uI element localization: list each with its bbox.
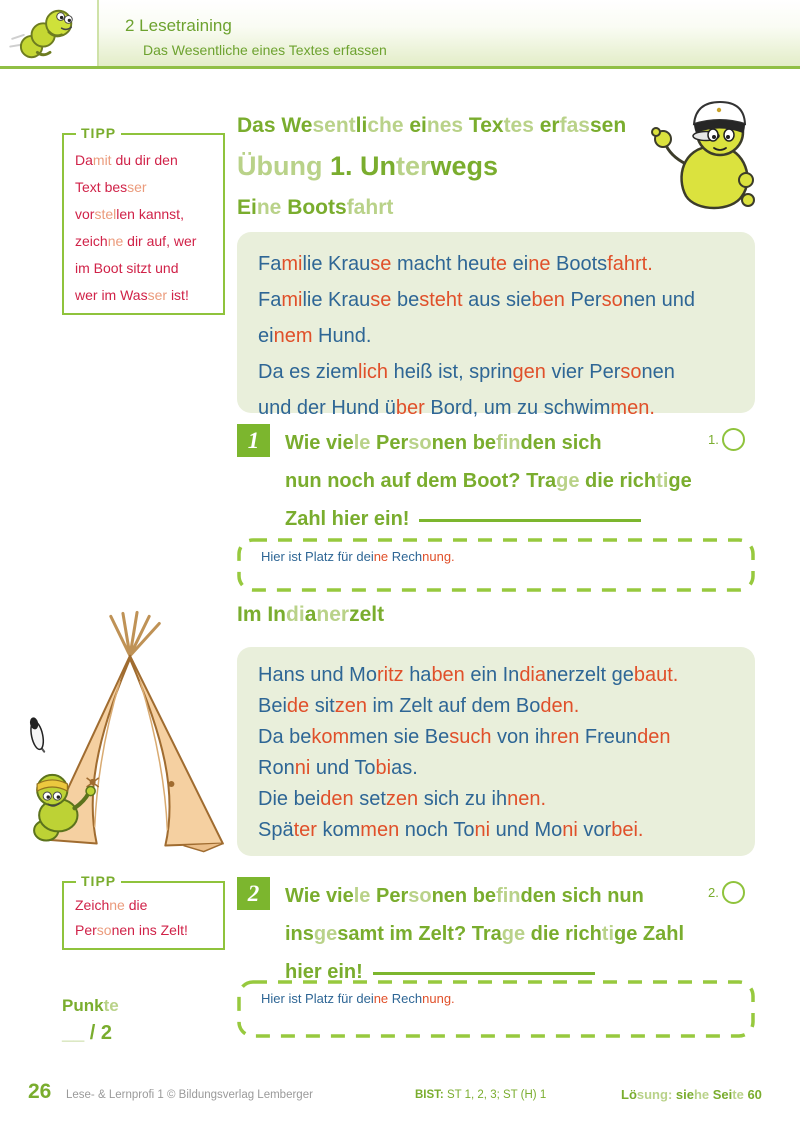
- story-line: einem Hund.: [258, 325, 372, 347]
- tip-line: im Boot sitzt und: [75, 260, 179, 276]
- tip-line: Damit du dir den: [75, 152, 178, 168]
- story-line: Ronni und Tobias.: [258, 757, 418, 779]
- tip-box-2: [62, 873, 225, 950]
- story-line: Später kommen noch Toni und Moni vorbei.: [258, 819, 644, 841]
- exercise-heading: Übung 1. Unterwegs: [237, 151, 499, 181]
- question-line: insgesamt im Zelt? Trage die richtige Zahl: [285, 923, 685, 945]
- calc-hint-text: Hier ist Platz für deine Rechnung.: [261, 549, 455, 564]
- tip-box-1: [62, 125, 225, 315]
- story-box-indianerzelt: [237, 647, 755, 856]
- captain-turtle-illustration: [642, 86, 782, 226]
- answer-ref-1: [708, 428, 745, 451]
- question1-number-badge: 1: [237, 424, 270, 457]
- question-line: nun noch auf dem Boot? Trage die richtige: [285, 470, 692, 492]
- question-line-text: Zahl hier ein!: [285, 508, 410, 530]
- footer-solution-link: Lösung: siehe Seite 60: [621, 1087, 762, 1102]
- tip-line: vorstellen kannst,: [75, 206, 184, 222]
- story1-heading: Eine Bootsfahrt: [237, 196, 394, 219]
- tip-line: wer im Wasser ist!: [75, 287, 189, 303]
- running-worm-logo-icon: [4, 2, 94, 64]
- tip-line: Personen ins Zelt!: [75, 922, 188, 938]
- story-line: Da bekommen sie Besuch von ihren Freunden: [258, 726, 671, 748]
- question-line: Wie viele Personen befinden sich nun: [285, 885, 644, 907]
- bist-value: ST 1, 2, 3; ST (H) 1: [443, 1089, 547, 1101]
- points-label: Punkte: [62, 996, 119, 1015]
- answer-blank-line-1[interactable]: [419, 519, 641, 522]
- bist-label: BIST:: [415, 1089, 444, 1101]
- story-line: Da es ziemlich heiß ist, springen vier Personen: [258, 361, 675, 383]
- dashed-border: [237, 538, 755, 592]
- story-box-bootsfahrt: [237, 232, 755, 419]
- chapter-title: 2 Lesetraining: [125, 16, 232, 35]
- answer-ref-label: 2.: [708, 885, 719, 900]
- page-number: 26: [28, 1080, 52, 1103]
- chapter-subtitle: Das Wesentliche eines Textes erfassen: [143, 42, 387, 58]
- question-line: [285, 500, 760, 538]
- points-score[interactable]: __ / 2: [62, 1022, 113, 1044]
- story-line: und der Hund über Bord, um zu schwimmen.: [258, 397, 655, 419]
- footer-imprint: Lese- & Lernprofi 1 © Bildungsverlag Lemberger: [66, 1089, 313, 1101]
- footer-bist: [415, 1089, 546, 1101]
- calc-hint-text: Hier ist Platz für deine Rechnung.: [261, 991, 455, 1006]
- answer-blank-line-2[interactable]: [373, 972, 595, 975]
- tip-line: zeichne dir auf, wer: [75, 233, 197, 249]
- story-line: Familie Krause macht heute eine Bootsfahrt.: [258, 253, 653, 275]
- tip-line: Zeichne die: [75, 897, 148, 913]
- story-line: Beide sitzen im Zelt auf dem Boden.: [258, 695, 580, 717]
- question2-text: [285, 877, 760, 991]
- tip-line: Text besser: [75, 179, 147, 195]
- calculation-box-2[interactable]: [237, 980, 755, 1038]
- story-line: Familie Krause besteht aus sieben Personen und: [258, 289, 696, 311]
- teepee-tent-illustration: [24, 610, 236, 858]
- story-line: Die beiden setzen sich zu ihnen.: [258, 788, 547, 810]
- answer-circle-1[interactable]: [722, 428, 745, 451]
- tip-label: TIPP: [76, 873, 121, 889]
- question-line-text: hier ein!: [285, 961, 363, 983]
- story2-heading: Im Indianerzelt: [237, 603, 385, 626]
- calculation-box-1[interactable]: [237, 538, 755, 592]
- header-band: [0, 0, 800, 69]
- logo-box: [0, 0, 99, 66]
- answer-ref-label: 1.: [708, 432, 719, 447]
- answer-ref-2: [708, 881, 745, 904]
- question2-number-badge: 2: [237, 877, 270, 910]
- answer-circle-2[interactable]: [722, 881, 745, 904]
- dashed-border: [237, 980, 755, 1038]
- question-line: Wie viele Personen befinden sich: [285, 432, 602, 454]
- story-line: Hans und Moritz haben ein Indianerzelt gebaut.: [258, 664, 679, 686]
- page-title: Das Wesentliche eines Textes erfassen: [237, 114, 627, 137]
- question1-text: [285, 424, 760, 538]
- tip-label: TIPP: [76, 125, 121, 141]
